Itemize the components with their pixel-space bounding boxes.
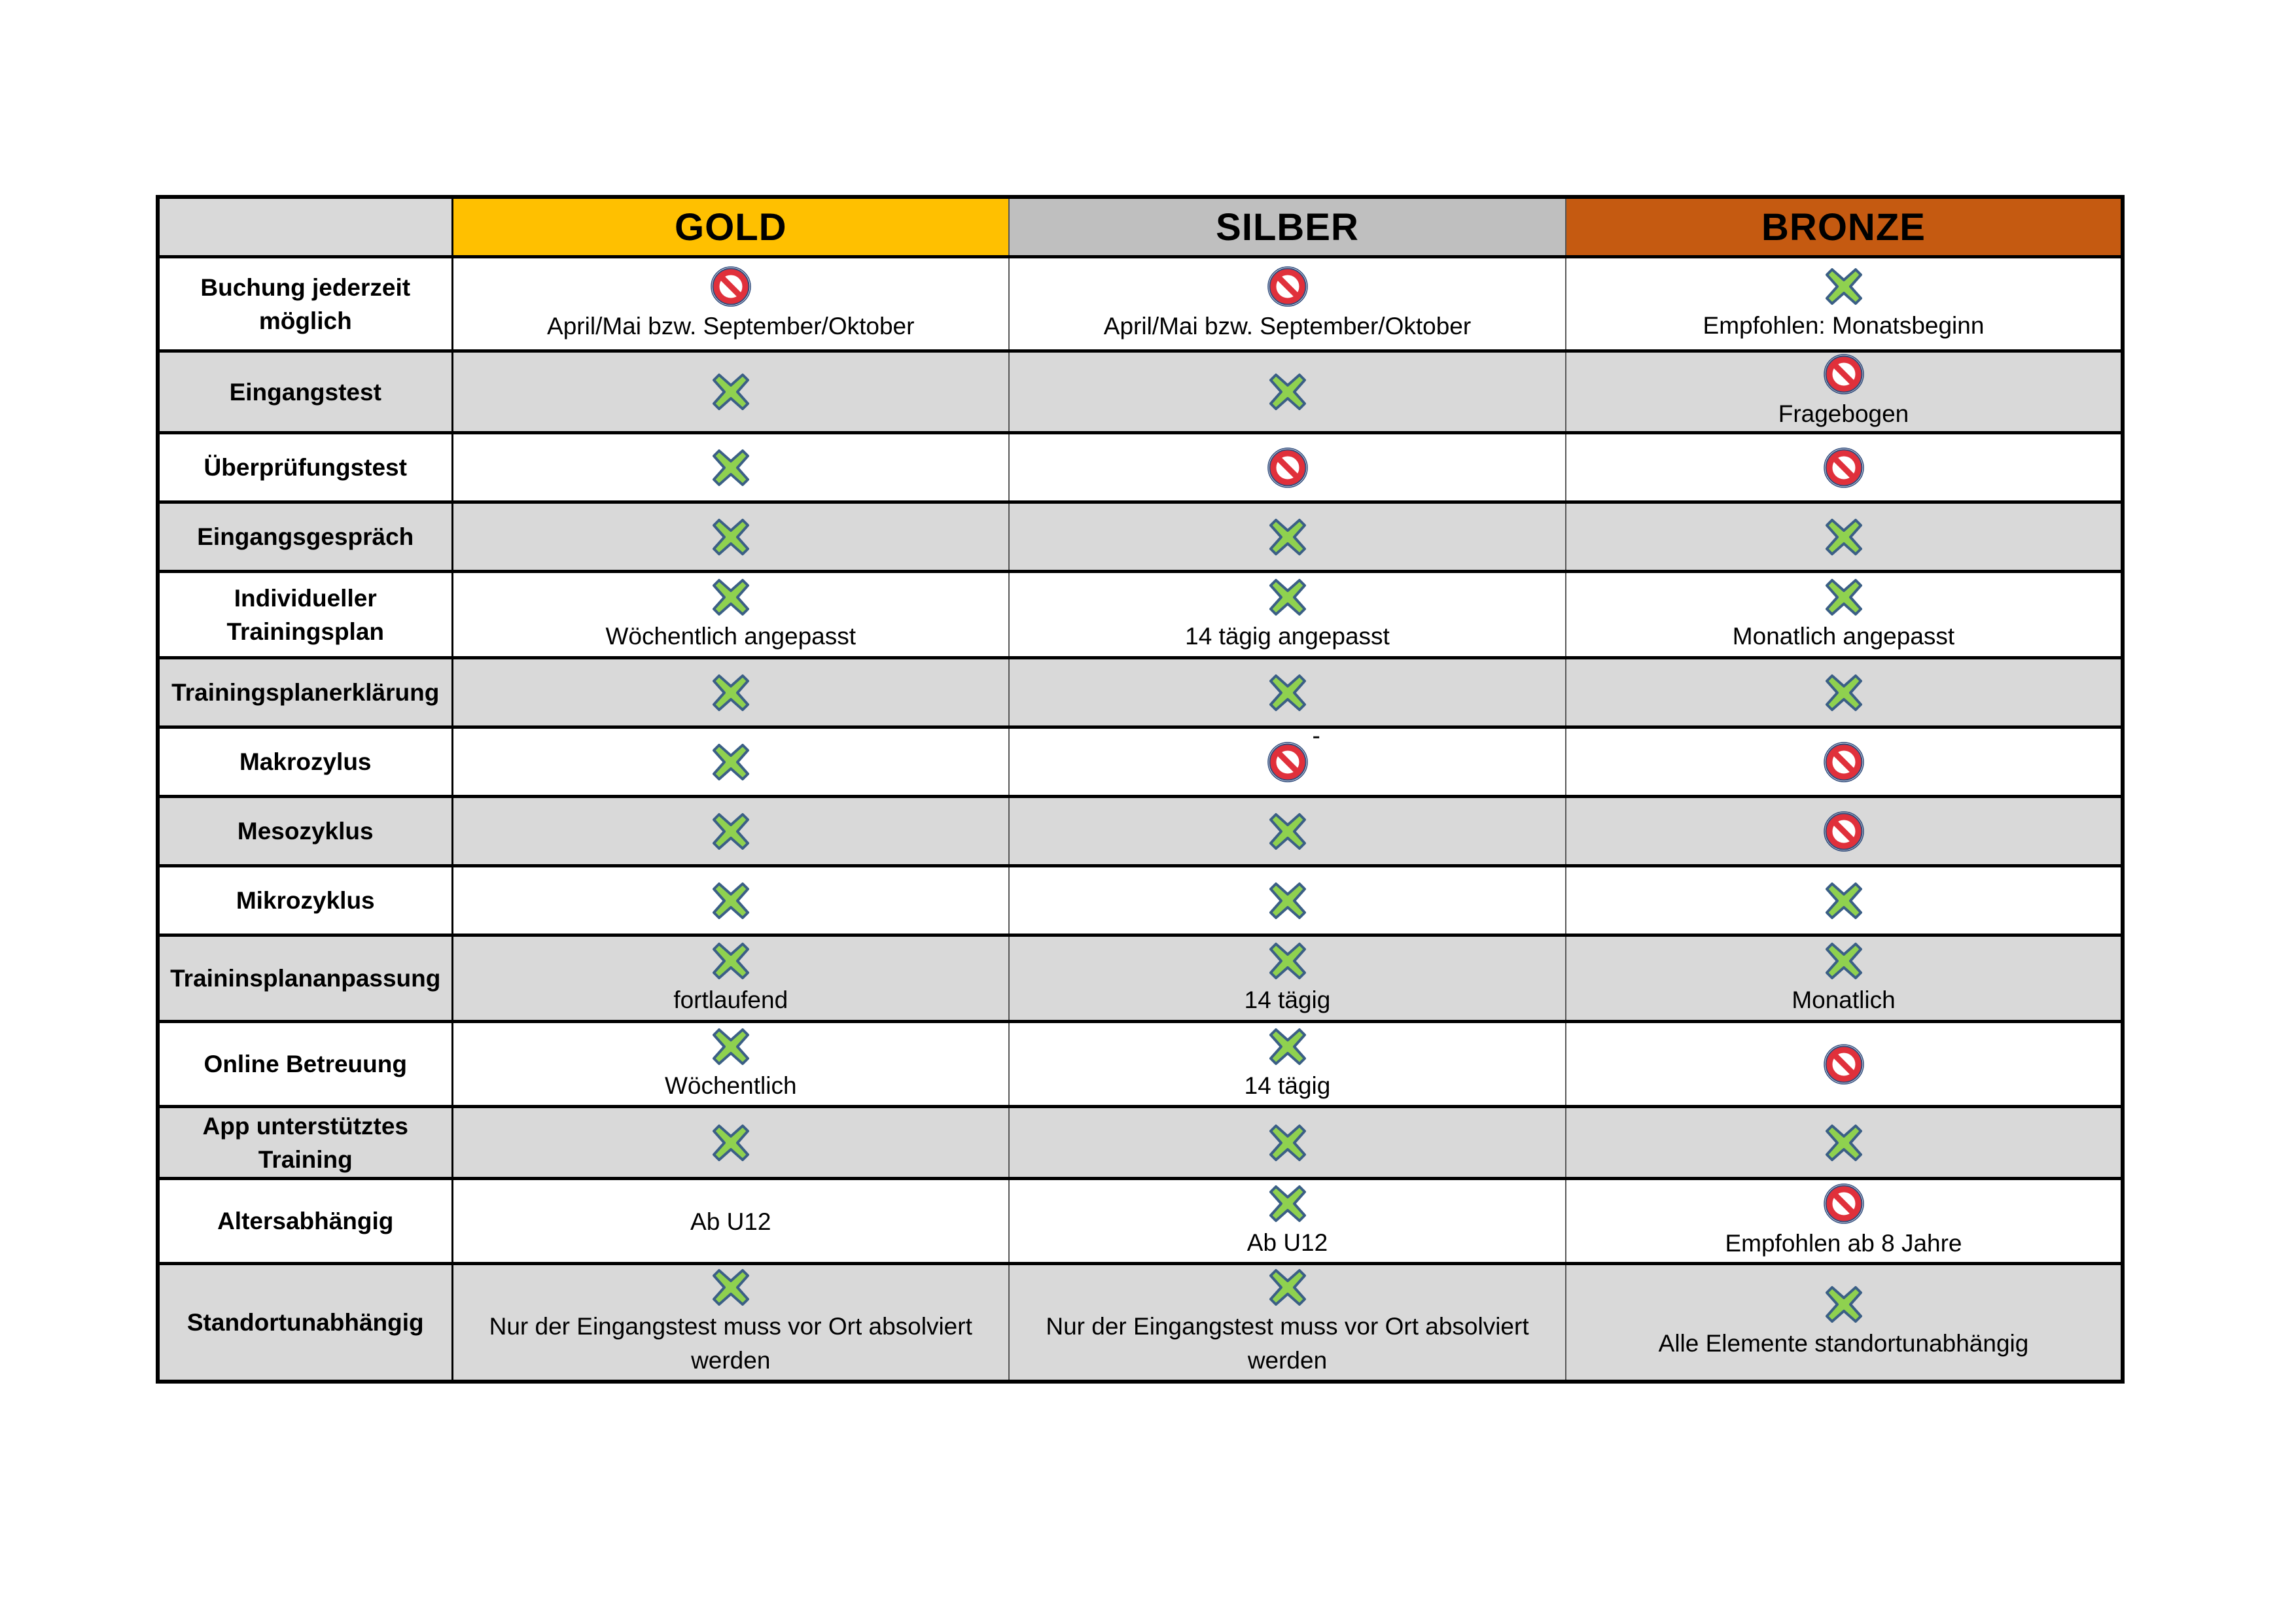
table-row (158, 502, 2123, 572)
tier-header-bronze (1566, 197, 2123, 257)
cell-content (1010, 576, 1565, 654)
cell-note: Ab U12 (1246, 1229, 1328, 1256)
green-cross-check-icon (710, 576, 752, 618)
green-cross-check-icon (710, 516, 752, 558)
row-label: Mesozyklus (158, 797, 452, 866)
cell-content (453, 516, 1009, 558)
feature-cell-gold (452, 433, 1009, 502)
cell-content (1010, 880, 1565, 922)
prohibited-no-icon (1822, 810, 1865, 853)
tier-label-gold: GOLD (674, 205, 787, 249)
green-cross-check-icon (1823, 880, 1865, 922)
row-label: Trainingsplanerklärung (158, 658, 452, 727)
dash-mark: - (1312, 722, 1320, 749)
prohibited-no-icon (1822, 446, 1865, 489)
row-label: Überprüfungstest (158, 433, 452, 502)
row-label: App unterstütztes Training (158, 1107, 452, 1179)
feature-cell-silber (1009, 797, 1566, 866)
row-label: Traininsplananpassung (158, 935, 452, 1022)
green-cross-check-icon (1267, 576, 1309, 618)
green-cross-check-icon (1267, 672, 1320, 749)
cell-note: 14 tägig (1244, 1072, 1331, 1099)
cell-content (1010, 811, 1565, 852)
prohibited-no-icon (1822, 741, 1865, 784)
cell-content (1010, 741, 1565, 784)
feature-cell-bronze (1566, 433, 2123, 502)
green-cross-check-icon (710, 880, 752, 922)
green-cross-check-icon (1823, 672, 1865, 714)
feature-cell-silber (1009, 1107, 1566, 1179)
green-cross-check-icon (1823, 516, 1865, 558)
cell-content (1010, 1122, 1565, 1164)
table-row (158, 433, 2123, 502)
row-label: Mikrozyklus (158, 866, 452, 935)
cell-note: fortlaufend (673, 986, 788, 1013)
green-cross-check-icon (1267, 1183, 1309, 1225)
cell-content (1010, 672, 1565, 749)
cell-content (1010, 1266, 1565, 1378)
cell-content (453, 1122, 1009, 1164)
green-cross-check-icon (710, 1122, 752, 1164)
cell-content (1566, 940, 2121, 1017)
row-label: Individueller Trainingsplan (158, 572, 452, 658)
cell-content (1566, 1043, 2121, 1086)
green-cross-check-icon (710, 741, 752, 783)
cell-note: Nur der Eingangstest muss vor Ort absolviert werden (1046, 1313, 1529, 1374)
feature-cell-gold (452, 658, 1009, 727)
green-cross-check-icon (1267, 1122, 1309, 1164)
cell-note: Nur der Eingangstest muss vor Ort absolviert werden (489, 1313, 972, 1374)
feature-cell-gold (452, 1264, 1009, 1382)
cell-content (453, 741, 1009, 783)
comparison-table-body (158, 197, 2123, 1382)
green-cross-check-icon (1823, 266, 1865, 307)
feature-cell-gold (452, 1107, 1009, 1179)
green-cross-check-icon (710, 371, 752, 413)
cell-content (453, 576, 1009, 654)
green-cross-check-icon (1267, 811, 1309, 852)
cell-content (453, 1204, 1009, 1239)
row-label: Makrozylus (158, 727, 452, 797)
feature-cell-bronze (1566, 1179, 2123, 1264)
cell-note: 14 tägig angepasst (1185, 622, 1390, 650)
cell-content (1566, 672, 2121, 714)
cell-content (453, 371, 1009, 413)
cell-content (1010, 516, 1565, 558)
row-label: Online Betreuung (158, 1022, 452, 1107)
row-label: Standortunabhängig (158, 1264, 452, 1382)
cell-note: Alle Elemente standortunabhängig (1658, 1330, 2029, 1357)
feature-cell-bronze (1566, 1107, 2123, 1179)
green-cross-check-icon (1267, 1026, 1309, 1068)
cell-content (453, 1266, 1009, 1378)
prohibited-no-icon (1266, 446, 1309, 489)
cell-content (1010, 940, 1565, 1017)
table-row (158, 1107, 2123, 1179)
cell-content (1010, 1183, 1565, 1260)
feature-cell-bronze (1566, 727, 2123, 797)
table-row (158, 257, 2123, 351)
cell-content (453, 811, 1009, 852)
cell-content (1566, 516, 2121, 558)
cell-note: April/Mai bzw. September/Oktober (1103, 312, 1472, 340)
green-cross-check-icon (710, 940, 752, 982)
feature-cell-gold (452, 351, 1009, 433)
green-cross-check-icon (1267, 940, 1309, 982)
feature-cell-gold (452, 866, 1009, 935)
cell-content (1010, 371, 1565, 413)
feature-cell-silber (1009, 572, 1566, 658)
cell-note: Monatlich angepasst (1732, 622, 1955, 650)
green-cross-check-icon (1823, 1283, 1865, 1325)
feature-cell-gold (452, 257, 1009, 351)
green-cross-check-icon (710, 811, 752, 852)
feature-cell-bronze (1566, 797, 2123, 866)
feature-cell-silber (1009, 433, 1566, 502)
cell-content (1566, 880, 2121, 922)
cell-content (453, 447, 1009, 489)
cell-content (1566, 576, 2121, 654)
feature-cell-bronze (1566, 658, 2123, 727)
table-row (158, 935, 2123, 1022)
prohibited-no-icon (1266, 265, 1309, 308)
green-cross-check-icon (710, 1266, 752, 1308)
header-row (158, 197, 2123, 257)
cell-note: Empfohlen: Monatsbeginn (1703, 311, 1985, 339)
feature-cell-bronze (1566, 1022, 2123, 1107)
table-row (158, 866, 2123, 935)
feature-cell-bronze (1566, 572, 2123, 658)
feature-cell-gold (452, 797, 1009, 866)
feature-cell-gold (452, 1022, 1009, 1107)
cell-content (1566, 1122, 2121, 1164)
cell-content (1566, 1283, 2121, 1361)
cell-note: Empfohlen ab 8 Jahre (1725, 1229, 1962, 1257)
feature-cell-silber (1009, 351, 1566, 433)
cell-note: Wöchentlich angepasst (605, 622, 857, 650)
cell-note: Monatlich (1792, 986, 1896, 1013)
green-cross-check-icon (1267, 516, 1309, 558)
feature-cell-silber (1009, 935, 1566, 1022)
header-corner-cell (158, 197, 452, 257)
row-label: Altersabhängig (158, 1179, 452, 1264)
cell-note: 14 tägig (1244, 986, 1331, 1013)
tier-label-silber: SILBER (1216, 205, 1359, 249)
green-cross-check-icon (710, 672, 752, 714)
cell-content (1010, 446, 1565, 489)
cell-content (453, 672, 1009, 714)
cell-content (453, 880, 1009, 922)
feature-cell-bronze (1566, 502, 2123, 572)
feature-cell-gold (452, 935, 1009, 1022)
table-row (158, 1179, 2123, 1264)
feature-cell-silber (1009, 502, 1566, 572)
green-cross-check-icon (1823, 576, 1865, 618)
feature-cell-silber (1009, 866, 1566, 935)
feature-cell-silber (1009, 1179, 1566, 1264)
green-cross-check-icon (710, 447, 752, 489)
prohibited-no-icon (1266, 741, 1309, 784)
table-row (158, 727, 2123, 797)
green-cross-check-icon (710, 1026, 752, 1068)
feature-cell-gold (452, 572, 1009, 658)
prohibited-no-icon (1822, 1043, 1865, 1086)
feature-cell-gold (452, 502, 1009, 572)
cell-content (1566, 1182, 2121, 1261)
cell-content (1566, 810, 2121, 853)
cell-note: Ab U12 (690, 1208, 771, 1235)
feature-cell-bronze (1566, 1264, 2123, 1382)
cell-content (1566, 353, 2121, 431)
comparison-table (156, 195, 2125, 1384)
table-row (158, 1264, 2123, 1382)
tier-header-gold (452, 197, 1009, 257)
cell-content (453, 940, 1009, 1017)
table-row (158, 797, 2123, 866)
feature-cell-silber (1009, 1022, 1566, 1107)
row-label: Eingangsgespräch (158, 502, 452, 572)
feature-cell-bronze (1566, 257, 2123, 351)
tier-header-silber (1009, 197, 1566, 257)
row-label: Eingangstest (158, 351, 452, 433)
cell-note: Fragebogen (1778, 400, 1909, 427)
cell-content (453, 265, 1009, 343)
green-cross-check-icon (1267, 880, 1309, 922)
green-cross-check-icon (1267, 1266, 1309, 1308)
feature-cell-silber (1009, 257, 1566, 351)
green-cross-check-icon (1267, 371, 1309, 413)
table-row (158, 351, 2123, 433)
feature-cell-bronze (1566, 935, 2123, 1022)
tier-label-bronze: BRONZE (1761, 205, 1926, 249)
prohibited-no-icon (1822, 1182, 1865, 1225)
green-cross-check-icon (1823, 1122, 1865, 1164)
cell-note: Wöchentlich (664, 1072, 797, 1099)
table-row (158, 1022, 2123, 1107)
feature-cell-silber (1009, 1264, 1566, 1382)
cell-content (1010, 1026, 1565, 1103)
cell-content (1010, 265, 1565, 343)
row-label: Buchung jederzeit möglich (158, 257, 452, 351)
table-row (158, 658, 2123, 727)
feature-cell-silber (1009, 658, 1566, 749)
feature-cell-gold (452, 1179, 1009, 1264)
green-cross-check-icon (1823, 940, 1865, 982)
feature-cell-bronze (1566, 351, 2123, 433)
cell-note: April/Mai bzw. September/Oktober (547, 312, 915, 340)
feature-cell-bronze (1566, 866, 2123, 935)
prohibited-no-icon (1822, 353, 1865, 396)
feature-cell-silber (1009, 727, 1566, 797)
cell-content (1566, 446, 2121, 489)
cell-content (1566, 741, 2121, 784)
prohibited-no-icon (709, 265, 752, 308)
feature-cell-gold (452, 727, 1009, 797)
cell-content (1566, 266, 2121, 343)
cell-content (453, 1026, 1009, 1103)
table-row (158, 572, 2123, 658)
